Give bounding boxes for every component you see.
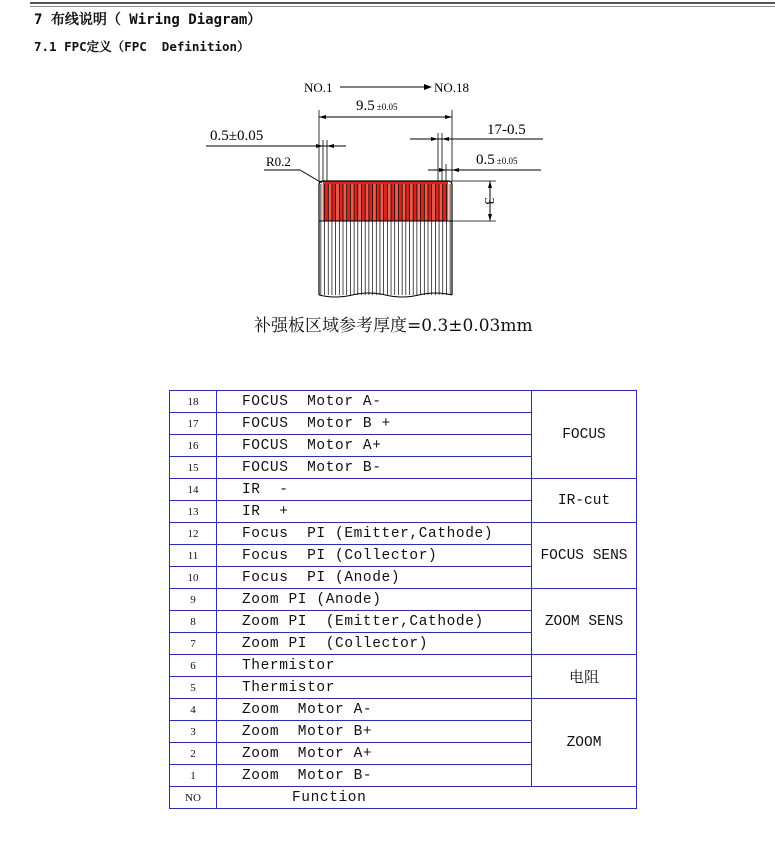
no1-label: NO.1: [304, 80, 333, 95]
pin-number: 1: [170, 765, 217, 787]
pin-function: FOCUS Motor A-: [217, 391, 532, 413]
table-row: [170, 655, 637, 677]
pin-number: 11: [170, 545, 217, 567]
pin-number: 17: [170, 413, 217, 435]
pin-definition-table: [169, 390, 637, 809]
pin-contact: [440, 184, 443, 220]
pin-function: Thermistor: [217, 655, 532, 677]
table-row: [170, 391, 637, 413]
stiffener-area: [323, 181, 448, 221]
section-heading: 7 布线说明（ Wiring Diagram）: [34, 12, 262, 28]
direction-arrow-head: [424, 84, 432, 90]
pin-function: Zoom PI (Anode): [217, 589, 532, 611]
pin-contact: [321, 184, 324, 220]
pin-contact: [344, 184, 347, 220]
pin-number: 13: [170, 501, 217, 523]
pin-number: 15: [170, 457, 217, 479]
pin-contact: [351, 184, 354, 220]
height-dimension-value: 3: [481, 197, 496, 205]
pin-number: 8: [170, 611, 217, 633]
break-line: [319, 293, 452, 297]
pin-contact: [380, 184, 383, 220]
left-pad-arrow-b: [327, 144, 334, 148]
width-dimension-value: 9.5 ±0.05: [356, 98, 398, 114]
width-arrow-left: [319, 115, 326, 119]
pin-function: Focus PI (Collector): [217, 545, 532, 567]
pin-function: Thermistor: [217, 677, 532, 699]
pin-contact: [403, 184, 406, 220]
pin-function: FOCUS Motor B +: [217, 413, 532, 435]
pin-function: Zoom PI (Collector): [217, 633, 532, 655]
pin-group-label: FOCUS SENS: [532, 523, 637, 589]
subsection-heading: 7.1 FPC定义（FPC Definition）: [34, 39, 250, 54]
pin-contact: [329, 184, 332, 220]
pin-function: Zoom Motor A+: [217, 743, 532, 765]
pitch-arrow-a: [431, 137, 438, 141]
pin-number: 2: [170, 743, 217, 765]
header-no: NO: [170, 787, 217, 809]
pin-number: 4: [170, 699, 217, 721]
pin-number: 14: [170, 479, 217, 501]
pitch-arrow-b: [442, 137, 449, 141]
width-arrow-right: [445, 115, 452, 119]
pin-function: Zoom Motor A-: [217, 699, 532, 721]
pin-contact: [410, 184, 413, 220]
pin-contact: [395, 184, 398, 220]
pin-group-label: IR-cut: [532, 479, 637, 523]
height-arrow-top: [488, 181, 492, 188]
right-pad-dimension: 0.5 ±0.05: [476, 152, 518, 168]
pin-contact: [432, 184, 435, 220]
pin-function: Zoom Motor B+: [217, 721, 532, 743]
pin-group-label: 电阻: [532, 655, 637, 699]
pin-contact: [373, 184, 376, 220]
pin-contact: [336, 184, 339, 220]
right-pad-arrow-a: [439, 168, 446, 172]
pin-number: 3: [170, 721, 217, 743]
pin-contact: [417, 184, 420, 220]
pin-function: FOCUS Motor A+: [217, 435, 532, 457]
table-row: [170, 479, 637, 501]
header-function: Function: [217, 787, 637, 809]
pin-number: 6: [170, 655, 217, 677]
table-row: [170, 589, 637, 611]
pin-function: Focus PI (Emitter,Cathode): [217, 523, 532, 545]
table-row: [170, 523, 637, 545]
fpc-connector: [319, 181, 452, 297]
pin-function: Zoom Motor B-: [217, 765, 532, 787]
pin-contact: [358, 184, 361, 220]
pin-number: 16: [170, 435, 217, 457]
stiffener-note: 补强板区域参考厚度=0.3±0.03mm: [254, 316, 533, 336]
right-pad-arrow-b: [452, 168, 459, 172]
pin-contact: [447, 184, 450, 220]
pin-function: Focus PI (Anode): [217, 567, 532, 589]
radius-label: R0.2: [266, 154, 291, 169]
pin-number: 9: [170, 589, 217, 611]
left-pad-dimension: 0.5±0.05: [210, 128, 264, 144]
pin-function: Zoom PI (Emitter,Cathode): [217, 611, 532, 633]
pin-group-label: ZOOM SENS: [532, 589, 637, 655]
pin-number: 10: [170, 567, 217, 589]
pin-number: 12: [170, 523, 217, 545]
pin-function: FOCUS Motor B-: [217, 457, 532, 479]
pin-contact: [425, 184, 428, 220]
pin-number: 18: [170, 391, 217, 413]
pin-number: 5: [170, 677, 217, 699]
table-row: [170, 699, 637, 721]
height-arrow-bottom: [488, 214, 492, 221]
pin-contact: [388, 184, 391, 220]
pin-group-label: ZOOM: [532, 699, 637, 787]
fpc-diagram: [0, 0, 775, 340]
no18-label: NO.18: [434, 80, 470, 95]
pin-function: IR -: [217, 479, 532, 501]
pin-group-label: FOCUS: [532, 391, 637, 479]
pin-contact: [366, 184, 369, 220]
table-header-row: [170, 787, 637, 809]
pitch-dimension: 17-0.5: [487, 122, 526, 138]
pin-function: IR +: [217, 501, 532, 523]
pin-number: 7: [170, 633, 217, 655]
left-pad-arrow-a: [316, 144, 323, 148]
